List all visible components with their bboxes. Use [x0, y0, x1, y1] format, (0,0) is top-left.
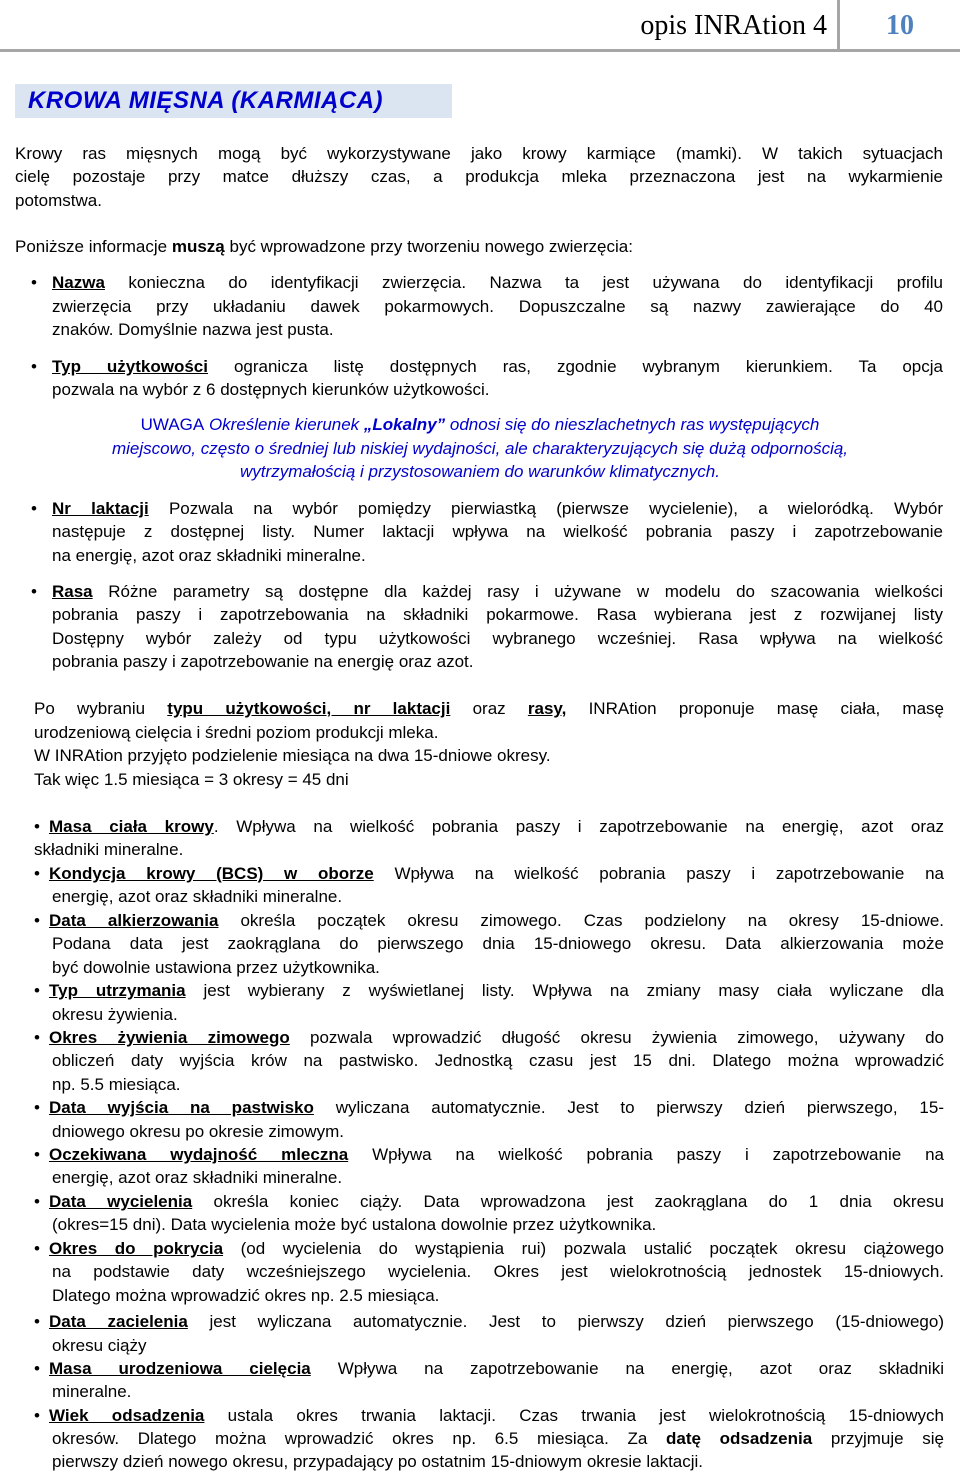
warning-line-1 — [20, 413, 940, 437]
summary-text: INRAtion proponuje masę ciała, masę — [566, 699, 944, 718]
bullet-line: pierwszy dzień nowego okresu, przypadający po ostatnim 15-dniowym okresie laktacji. — [52, 1452, 704, 1471]
bullet-term: Oczekiwana wydajność mleczna — [49, 1145, 349, 1164]
bullet-text: ustala okres trwania laktacji. Czas trwania jest wielokrotnością 15-dniowych — [204, 1406, 944, 1425]
bullet-text: . Wpływa na wielkość pobrania paszy i zapotrzebowanie na energię, azot oraz — [213, 817, 944, 836]
bullet-line — [49, 1143, 944, 1167]
bullet-term: Masa ciała krowy — [49, 817, 214, 836]
bullet-line: pobrania paszy i zapotrzebowanie na energię oraz azot. — [52, 652, 474, 671]
page-number: 10 — [886, 10, 914, 41]
intro-line-2: cielę pozostaje przy matce dłuższy czas, a produkcja mleka przeznaczona jest na wykarmienie — [15, 167, 943, 186]
header-separator — [837, 0, 840, 50]
bullet-text: określa koniec ciąży. Data wprowadzona jest zaokrąglana do 1 dnia okresu — [192, 1192, 945, 1211]
bullet-icon: • — [31, 582, 37, 601]
bullet-line: Dlatego można wprowadzić okres np. 2.5 miesiąca. — [52, 1286, 440, 1305]
bullet-text: przyjmuje się — [812, 1429, 944, 1448]
bullet-line: obliczeń daty wyjścia krów na pastwisko. Jednostką czasu jest 15 dni. Dlatego można wprowadzić — [52, 1051, 944, 1070]
bullet-text: Wpływa na wielkość pobrania paszy i zapotrzebowanie na — [348, 1145, 945, 1164]
bullet-line — [52, 271, 943, 295]
summary-line-3: W INRAtion przyjęto podzielenie miesiąca na dwa 15-dniowe okresy. — [34, 746, 551, 765]
summary-line-1 — [34, 697, 944, 721]
bullet-icon: • — [31, 357, 37, 376]
bullet-icon: • — [31, 273, 37, 292]
required-pre: Poniższe informacje — [15, 237, 172, 256]
summary-text: oraz — [450, 699, 528, 718]
bullet-line: energię, azot oraz składniki mineralne. — [52, 887, 343, 906]
bullet-icon: • — [34, 1192, 40, 1211]
bullet-line: być dowolnie ustawiona przez użytkownika. — [52, 958, 380, 977]
bullet-line: okresu żywienia. — [52, 1005, 178, 1024]
bullet-icon: • — [34, 911, 40, 930]
bullet-line: na podstawie daty wcześniejszego wycielenia. Okres jest wielokrotnością jednostek 15-dniowych. — [52, 1262, 944, 1281]
bullet-line: pobrania paszy i zapotrzebowania na składniki pokarmowe. Rasa wybierana jest z rozwijanej listy — [52, 605, 943, 624]
bullet-term: Wiek odsadzenia — [49, 1406, 205, 1425]
bullet-text: jest wybierany z wyświetlanej listy. Wpływa na zmiany masy ciała wyliczane dla — [185, 981, 944, 1000]
bullet-icon: • — [34, 1145, 40, 1164]
bullet-text: okresów. Dlatego można wprowadzić okres np. 6.5 miesiąca. Za — [52, 1429, 666, 1448]
bullet-line — [52, 1427, 944, 1451]
bullet-line — [49, 979, 944, 1003]
bullet-term: Data alkierzowania — [49, 911, 219, 930]
bullet-text: Wpływa na zapotrzebowanie na energię, azot oraz składniki — [310, 1359, 944, 1378]
bullet-term: Data zacielenia — [49, 1312, 188, 1331]
bullet-text: Różne parametry są dostępne dla każdej rasy i używane w modelu do szacowania wielkości — [92, 582, 943, 601]
bullet-line: pozwala na wybór z 6 dostępnych kierunków użytkowości. — [52, 380, 490, 399]
summary-term: rasy, — [527, 699, 567, 718]
bullet-term: Typ utrzymania — [49, 981, 186, 1000]
bullet-text: pozwala wprowadzić długość okresu żywienia zimowego, używany do — [289, 1028, 944, 1047]
bullet-icon: • — [31, 499, 37, 518]
bullet-term: Data wycielenia — [49, 1192, 193, 1211]
bullet-icon: • — [34, 1098, 40, 1117]
bullet-line: znaków. Domyślnie nazwa jest pusta. — [52, 320, 334, 339]
warning-text: odnosi się do nieszlachetnych ras występujących — [445, 415, 820, 434]
header-rule — [0, 49, 960, 52]
warning-label: UWAGA — [140, 415, 205, 434]
bullet-line: zwierzęcia przy układaniu dawek pokarmowych. Dopuszczalne są nazwy zawierające do 40 — [52, 297, 943, 316]
section-title: KROWA MIĘSNA (KARMIĄCA) — [28, 87, 384, 114]
warning-line-2: miejscowo, często o średniej lub niskiej wydajności, ale charakteryzujących się dużą odpornością, — [111, 439, 849, 458]
bullet-term: Data wyjścia na pastwisko — [49, 1098, 314, 1117]
bullet-line: (okres=15 dni). Data wycielenia może być ustalona dowolnie przez użytkownika. — [52, 1215, 657, 1234]
bullet-term: Kondycja krowy (BCS) w oborze — [49, 864, 374, 883]
bullet-term: Okres żywienia zimowego — [49, 1028, 290, 1047]
bullet-line — [49, 1096, 944, 1120]
bullet-icon: • — [34, 981, 40, 1000]
bullet-line: Dostępny wybór zależy od typu użytkowości wybranego wcześniej. Rasa wpływa na wielkość — [52, 629, 943, 648]
summary-line-4: Tak więc 1.5 miesiąca = 3 okresy = 45 dni — [34, 770, 349, 789]
required-post: być wprowadzone przy tworzeniu nowego zwierzęcia: — [224, 237, 633, 256]
required-bold: muszą — [171, 237, 225, 256]
bullet-line: energię, azot oraz składniki mineralne. — [52, 1168, 343, 1187]
bullet-line — [49, 1310, 944, 1334]
summary-term: typu użytkowości, — [167, 699, 354, 718]
bullet-line — [49, 1237, 944, 1261]
bullet-text: ogranicza listę dostępnych ras, zgodnie wybranym kierunkiem. Ta opcja — [208, 357, 943, 376]
bullet-term: Okres do pokrycia — [49, 1239, 224, 1258]
bullet-icon: • — [34, 817, 40, 836]
bullet-text: Pozwala na wybór pomiędzy pierwiastką (pierwsze wycielenie), a wieloródką. Wybór — [148, 499, 944, 518]
intro-line-3: potomstwa. — [15, 191, 102, 210]
summary-term: nr laktacji — [353, 699, 451, 718]
warning-line-3: wytrzymałością i przystosowaniem do warunków klimatycznych. — [240, 462, 720, 481]
bullet-line — [49, 909, 944, 933]
summary-text: Po wybraniu — [34, 699, 168, 718]
bullet-icon: • — [34, 1406, 40, 1425]
bullet-line — [49, 1026, 944, 1050]
section-title-box — [15, 84, 452, 118]
bullet-line — [49, 1190, 944, 1214]
bullet-icon: • — [34, 864, 40, 883]
summary-line-2: urodzeniową cielęcia i średni poziom produkcji mleka. — [34, 723, 439, 742]
bullet-line: dniowego okresu po okresie zimowym. — [52, 1122, 344, 1141]
bullet-icon: • — [34, 1028, 40, 1047]
warning-text: Określenie kierunek — [204, 415, 364, 434]
page-header — [0, 0, 960, 52]
bullet-line: mineralne. — [52, 1382, 132, 1401]
bullet-term: Typ użytkowości — [52, 357, 208, 376]
bullet-text: wyliczana automatycznie. Jest to pierwszy dzień pierwszego, 15- — [313, 1098, 944, 1117]
bullet-line: okresu ciąży — [52, 1336, 147, 1355]
bullet-text: (od wycielenia do wystąpienia rui) pozwala ustalić początek okresu ciążowego — [223, 1239, 945, 1258]
bullet-text: określa początek okresu zimowego. Czas podzielony na okresy 15-dniowe. — [218, 911, 944, 930]
bullet-line: np. 5.5 miesiąca. — [52, 1075, 181, 1094]
bullet-line: następuje z dostępnej listy. Numer laktacji wpływa na wielkość pobrania paszy i zapotrzebowanie — [52, 522, 943, 541]
bullet-line — [49, 815, 944, 839]
bullet-line — [52, 355, 943, 379]
document-title: opis INRAtion 4 — [640, 10, 827, 41]
bullet-text: konieczna do identyfikacji zwierzęcia. Nazwa ta jest używana do identyfikacji profilu — [104, 273, 943, 292]
bullet-line — [52, 497, 943, 521]
bullet-line — [52, 580, 943, 604]
bullet-line: Podana data jest zaokrąglana do pierwszego dnia 15-dniowego okresu. Data alkierzowania może — [52, 934, 944, 953]
bullet-term: Rasa — [52, 582, 93, 601]
bullet-line — [49, 1404, 944, 1428]
bullet-line: na energię, azot oraz składniki mineralne. — [52, 546, 366, 565]
bullet-text: jest wyliczana automatycznie. Jest to pierwszy dzień pierwszego (15-dniowego) — [187, 1312, 944, 1331]
intro-line-1: Krowy ras mięsnych mogą być wykorzystywane jako krowy karmiące (mamki). W takich sytuacjach — [15, 144, 943, 163]
bullet-line — [49, 862, 944, 886]
bullet-icon: • — [34, 1239, 40, 1258]
bullet-term: Nr laktacji — [52, 499, 149, 518]
bullet-icon: • — [34, 1359, 40, 1378]
bullet-line — [49, 1357, 944, 1381]
bullet-term: Nazwa — [52, 273, 105, 292]
bullet-line: składniki mineralne. — [34, 840, 184, 859]
bullet-text: Wpływa na wielkość pobrania paszy i zapotrzebowanie na — [373, 864, 945, 883]
required-info-line — [15, 235, 943, 259]
bullet-icon: • — [34, 1312, 40, 1331]
warning-quoted: „Lokalny” — [363, 415, 446, 434]
bullet-term: Masa urodzeniowa cielęcia — [49, 1359, 311, 1378]
bullet-bold: datę odsadzenia — [665, 1429, 813, 1448]
